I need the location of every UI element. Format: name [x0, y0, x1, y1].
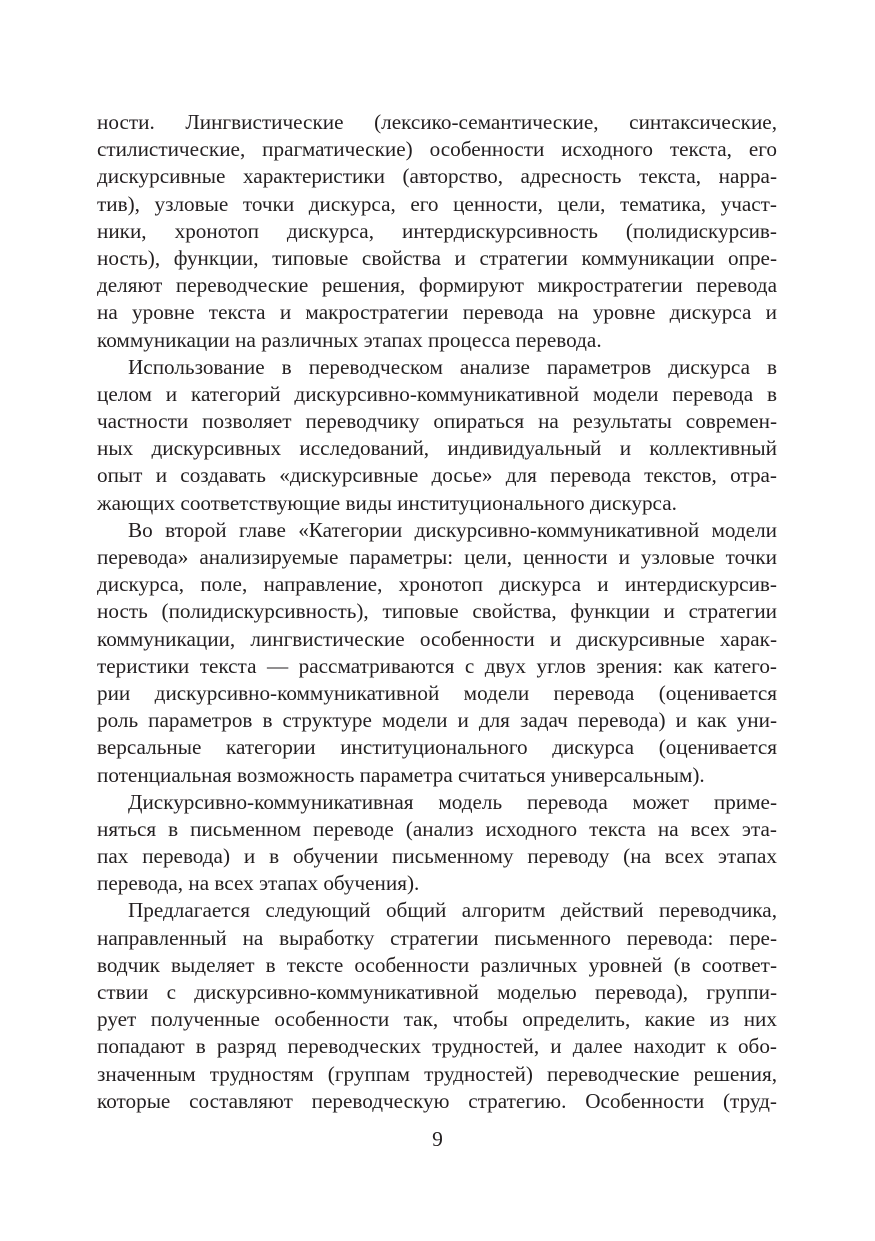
- page-number: 9: [432, 1127, 443, 1151]
- text-line: ности. Лингвистические (лексико-семантические, синтаксические,: [97, 110, 777, 134]
- paragraph: [97, 109, 777, 354]
- text-line: перевода» анализируемые параметры: цели, ценности и узловые точки: [97, 545, 777, 569]
- text-line: ность), функции, типовые свойства и стратегии коммуникации опре-: [97, 245, 777, 270]
- text-line: целом и категорий дискурсивно-коммуникативной модели перевода в: [97, 381, 777, 406]
- text-line: няться в письменном переводе (анализ исходного текста на всех эта-: [97, 816, 777, 841]
- text-line: рует полученные особенности так, чтобы определить, какие из них: [97, 1007, 777, 1032]
- text-flow: [97, 109, 777, 1115]
- text-line: рии дискурсивно-коммуникативной модели перевода (оценивается: [97, 680, 777, 705]
- text-line: теристики текста — рассматриваются с двух углов зрения: как катего-: [97, 653, 777, 678]
- paragraph: [97, 354, 777, 517]
- text-line: потенциальная возможность параметра считаться универсальным).: [97, 762, 705, 787]
- text-line: водчик выделяет в тексте особенности различных уровней (в соответ-: [97, 952, 777, 977]
- paragraph: [97, 517, 777, 789]
- paragraph: [97, 789, 777, 898]
- text-line: пах перевода) и в обучении письменному переводу (на всех этапах: [97, 844, 777, 869]
- text-line: попадают в разряд переводческих трудностей, и далее находит к обо-: [97, 1034, 777, 1059]
- text-line: значенным трудностям (группам трудностей) переводческие решения,: [97, 1061, 777, 1086]
- text-line: ность (полидискурсивность), типовые свойства, функции и стратегии: [97, 599, 777, 624]
- text-line: коммуникации на различных этапах процесса перевода.: [97, 327, 602, 352]
- text-line: деляют переводческие решения, формируют микростратегии перевода: [97, 273, 777, 298]
- text-line: которые составляют переводческую стратегию. Особенности (труд-: [97, 1088, 777, 1113]
- text-line: Во второй главе «Категории дискурсивно-коммуникативной модели: [128, 517, 777, 542]
- text-line: частности позволяет переводчику опираться на результаты современ-: [97, 409, 777, 434]
- text-line: ствии с дискурсивно-коммуникативной моделью перевода), группи-: [97, 980, 777, 1004]
- text-line: Дискурсивно-коммуникативная модель перевода может приме-: [128, 789, 777, 814]
- text-line: перевода, на всех этапах обучения).: [97, 871, 420, 896]
- text-line: опыт и создавать «дискурсивные досье» для перевода текстов, отра-: [97, 463, 777, 488]
- text-line: коммуникации, лингвистические особенности и дискурсивные харак-: [97, 626, 777, 651]
- text-line: Предлагается следующий общий алгоритм действий переводчика,: [128, 898, 777, 923]
- text-line: роль параметров в структуре модели и для задач перевода) и как уни-: [97, 708, 777, 733]
- text-line: дискурсивные характеристики (авторство, адресность текста, нарра-: [97, 164, 777, 189]
- text-line: Использование в переводческом анализе параметров дискурса в: [128, 354, 777, 379]
- text-line: версальные категории институционального дискурса (оценивается: [97, 735, 777, 760]
- text-line: жающих соответствующие виды институционального дискурса.: [97, 490, 677, 515]
- page-body: [97, 109, 777, 1115]
- text-line: ных дискурсивных исследований, индивидуальный и коллективный: [97, 436, 777, 461]
- text-line: направленный на выработку стратегии письменного перевода: пере-: [97, 925, 777, 950]
- text-line: ники, хронотоп дискурса, интердискурсивность (полидискурсив-: [97, 218, 777, 243]
- text-line: стилистические, прагматические) особенности исходного текста, его: [97, 137, 777, 162]
- text-line: дискурса, поле, направление, хронотоп дискурса и интердискурсив-: [97, 572, 777, 597]
- paragraph: [97, 897, 777, 1115]
- text-line: на уровне текста и макростратегии перевода на уровне дискурса и: [97, 300, 777, 325]
- text-line: тив), узловые точки дискурса, его ценности, цели, тематика, участ-: [97, 191, 777, 216]
